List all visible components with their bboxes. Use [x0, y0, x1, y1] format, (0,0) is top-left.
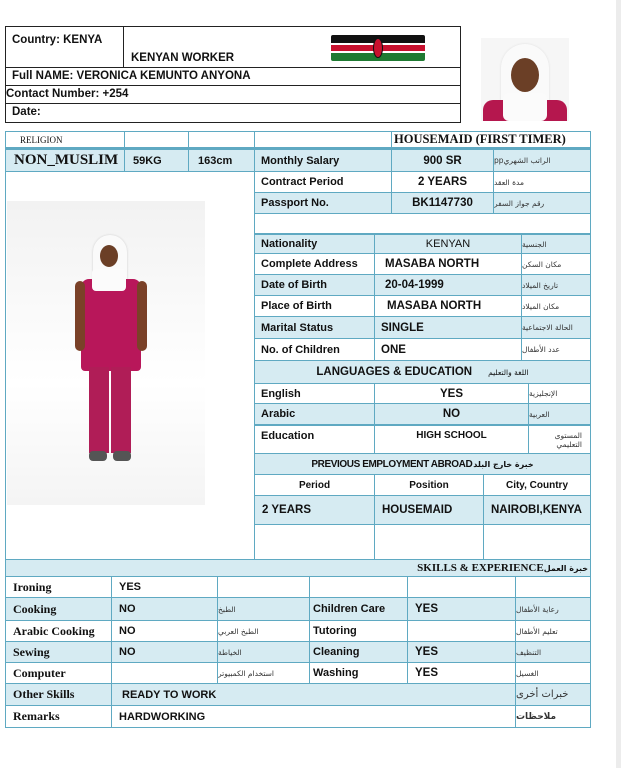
skills-header	[5, 559, 591, 577]
personal-value: KENYAN	[374, 233, 522, 254]
languages-title: LANGUAGES & EDUCATION	[316, 366, 473, 378]
language-label: Arabic	[254, 403, 375, 425]
personal-value: MASABA NORTH	[374, 253, 522, 275]
empty-cell	[188, 131, 255, 148]
personal-label: Complete Address	[254, 253, 375, 275]
skill-arabic: تعليم الأطفال	[515, 620, 591, 642]
skill-label: Tutoring	[309, 620, 408, 642]
employment-title: PREVIOUS EMPLOYMENT ABROAD	[311, 458, 473, 470]
skill-arabic	[217, 576, 310, 598]
skill-label: Cleaning	[309, 641, 408, 663]
divider	[5, 103, 461, 104]
skill-value: NO	[111, 597, 218, 621]
personal-value: MASABA NORTH	[374, 295, 522, 317]
skill-value: YES	[407, 662, 516, 684]
personal-arabic: الجنسية	[521, 233, 591, 254]
personal-arabic: عدد الأطفال	[521, 338, 591, 361]
kenya-flag	[331, 35, 425, 61]
date-label: Date:	[12, 106, 41, 118]
skill-label: Sewing	[5, 641, 112, 663]
languages-title-arabic: اللغة والتعليم	[488, 367, 529, 377]
skill-value	[407, 620, 516, 642]
skill-value: NO	[111, 641, 218, 663]
language-arabic: الإنجليزية	[528, 383, 591, 404]
divider	[5, 67, 461, 68]
employment-city: NAIROBI,KENYA	[483, 495, 591, 525]
skill-arabic	[515, 576, 591, 598]
personal-label: Marital Status	[254, 316, 375, 339]
personal-value: ONE	[374, 338, 522, 361]
page-edge	[616, 0, 621, 768]
empty-cell	[374, 524, 484, 560]
empty-cell	[483, 524, 591, 560]
employment-header	[254, 453, 591, 475]
languages-header	[254, 360, 591, 384]
skill-value	[111, 662, 218, 684]
country-label: Country: KENYA	[12, 34, 103, 46]
religion-value: NON_MUSLIM	[5, 148, 125, 172]
contract-arabic: مدة العقد	[493, 171, 591, 193]
contract-value: 2 YEARS	[391, 171, 494, 193]
language-label: Education	[254, 424, 375, 454]
personal-label: No. of Children	[254, 338, 375, 361]
position-title: HOUSEMAID (FIRST TIMER)	[391, 131, 591, 148]
language-arabic: العربية	[528, 403, 591, 425]
language-value: YES	[374, 383, 529, 404]
skill-arabic: الخياطة	[217, 641, 310, 663]
full-body-photo	[7, 201, 205, 505]
employment-col-city: City, Country	[483, 474, 591, 496]
skill-label: Cooking	[5, 597, 112, 621]
skill-arabic: رعاية الأطفال	[515, 597, 591, 621]
empty-cell	[124, 131, 189, 148]
height-value: 163cm	[188, 148, 255, 172]
skill-value: YES	[111, 576, 218, 598]
employment-position: HOUSEMAID	[374, 495, 484, 525]
personal-label: Date of Birth	[254, 274, 375, 296]
personal-arabic: الحالة الاجتماعية	[521, 316, 591, 339]
weight-value: 59KG	[124, 148, 189, 172]
empty-cell	[254, 524, 375, 560]
empty-cell	[254, 131, 392, 148]
skill-arabic: التنظيف	[515, 641, 591, 663]
skill-label: Computer	[5, 662, 112, 684]
personal-arabic: مكان الميلاد	[521, 295, 591, 317]
contact-number: Contact Number: +254	[6, 88, 129, 100]
skill-arabic: الطبخ العربي	[217, 620, 310, 642]
personal-value: 20-04-1999	[374, 274, 522, 296]
skill-arabic: استخدام الكمبيوتر	[217, 662, 310, 684]
skill-label: Children Care	[309, 597, 408, 621]
skills-title-arabic: خبرة العمل	[543, 563, 588, 573]
skill-label: Washing	[309, 662, 408, 684]
other-skills-label: Other Skills	[5, 683, 112, 706]
headshot-photo	[481, 38, 569, 121]
personal-arabic: مكان السكن	[521, 253, 591, 275]
personal-value: SINGLE	[374, 316, 522, 339]
personal-label: Place of Birth	[254, 295, 375, 317]
religion-label: RELIGION	[5, 131, 125, 148]
full-name: Full NAME: VERONICA KEMUNTO ANYONA	[12, 70, 251, 82]
skill-value: NO	[111, 620, 218, 642]
contract-value: 900 SR	[391, 148, 494, 172]
skill-value	[407, 576, 516, 598]
skills-title: SKILLS & EXPERIENCE	[417, 562, 544, 574]
skill-label: Arabic Cooking	[5, 620, 112, 642]
language-label: English	[254, 383, 375, 404]
language-arabic: المستوى التعليمي	[528, 424, 591, 454]
empty-row	[254, 213, 591, 234]
employment-title-arabic: خبرة خارج البلد	[473, 459, 534, 469]
remarks-arabic: ملاحظات	[515, 705, 591, 728]
divider	[5, 85, 461, 86]
employment-col-period: Period	[254, 474, 375, 496]
contract-value: BK1147730	[391, 192, 494, 214]
personal-label: Nationality	[254, 233, 375, 254]
remarks-value: HARDWORKING	[111, 705, 516, 728]
personal-arabic: تاريخ الميلاد	[521, 274, 591, 296]
skill-label: Ironing	[5, 576, 112, 598]
skill-arabic: الغسيل	[515, 662, 591, 684]
other-skills-arabic: خبرات أخرى	[515, 683, 591, 706]
contract-label: Contract Period	[254, 171, 392, 193]
language-value: NO	[374, 403, 529, 425]
skill-arabic: الطبخ	[217, 597, 310, 621]
contract-arabic: الراتب الشهريpp	[493, 148, 591, 172]
language-value: HIGH SCHOOL	[374, 424, 529, 454]
skill-value: YES	[407, 641, 516, 663]
remarks-label: Remarks	[5, 705, 112, 728]
contract-label: Monthly Salary	[254, 148, 392, 172]
skill-value: YES	[407, 597, 516, 621]
divider	[123, 26, 124, 68]
other-skills-value: READY TO WORK	[111, 683, 516, 706]
skill-label	[309, 576, 408, 598]
employment-period: 2 YEARS	[254, 495, 375, 525]
contract-arabic: رقم جواز السفر	[493, 192, 591, 214]
contract-label: Passport No.	[254, 192, 392, 214]
employment-col-position: Position	[374, 474, 484, 496]
worker-type: KENYAN WORKER	[131, 52, 235, 64]
